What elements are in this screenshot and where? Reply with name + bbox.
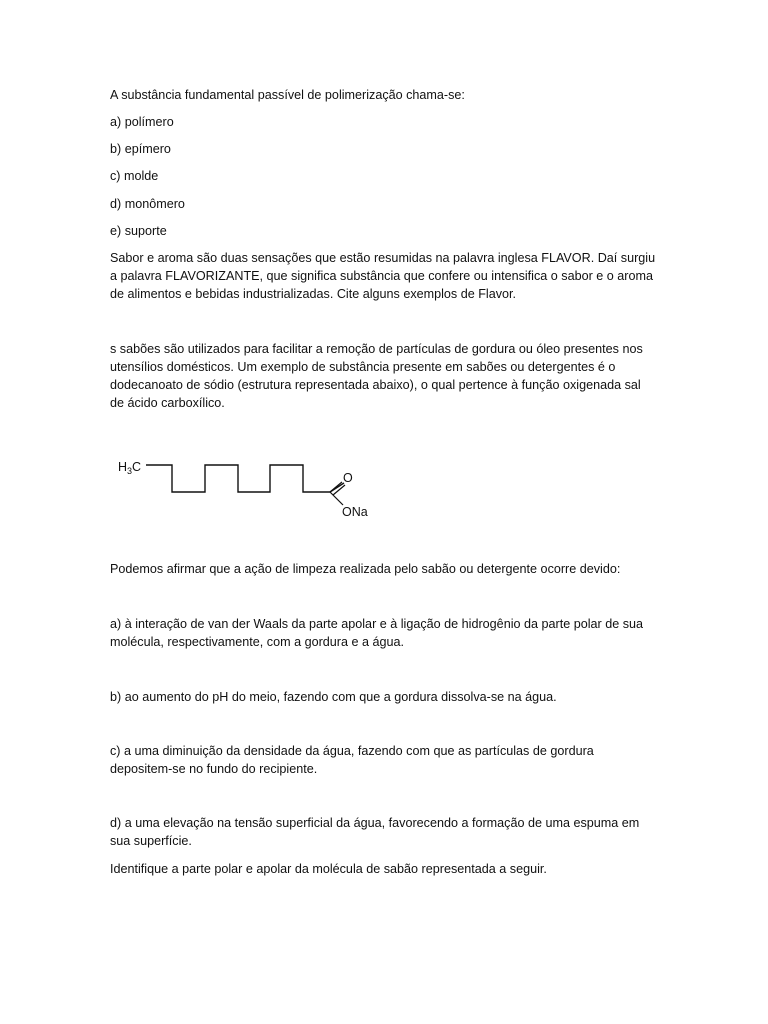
question-3-prompt: Podemos afirmar que a ação de limpeza realizada pelo sabão ou detergente ocorre devido: <box>110 562 621 576</box>
question-1-option-c: c) molde <box>110 169 159 183</box>
sodium-dodecanoate-structure <box>110 445 390 525</box>
question-3-option-c: c) a uma diminuição da densidade da água, fazendo com que as partículas de gordura depositem-se no fundo do recipiente. <box>110 744 594 776</box>
question-3-option-a: a) à interação de van der Waals da parte apolar e à ligação de hidrogênio da parte polar de sua molécula, respectivamente, com a gordura e a água. <box>110 617 644 649</box>
ona-group: ONa <box>342 505 368 519</box>
question-1-stem: A substância fundamental passível de polimerização chama-se: <box>110 88 465 102</box>
structure-h: $H_3C$ <box>118 460 142 476</box>
question-1-option-a: a) polímero <box>110 115 174 129</box>
question-4-text: Identifique a parte polar e apolar da molécula de sabão representada a seguir. <box>110 862 547 876</box>
question-3-intro: s sabões são utilizados para facilitar a remoção de partículas de gordura ou óleo presentes nos utensílios domésticos. Um exemplo de substância presente em sabões ou detergentes é o dodecanoato de sódio (estrutura representada abaixo), o qual pertence à função oxigenada sal de ácido carboxílico. <box>110 342 643 410</box>
question-1-option-d: d) monômero <box>110 197 185 211</box>
carbonyl-bond-1 <box>330 482 342 492</box>
question-3-option-b: b) ao aumento do pH do meio, fazendo com que a gordura dissolva-se na água. <box>110 690 557 704</box>
carbon-chain <box>146 465 344 492</box>
question-1-option-e: e) suporte <box>110 224 167 238</box>
question-3-option-d: d) a uma elevação na tensão superficial da água, favorecendo a formação de uma espuma em sua superfície. <box>110 816 640 848</box>
question-1-option-b: b) epímero <box>110 142 171 156</box>
carbonyl-oxygen: O <box>343 471 353 485</box>
ester-bond <box>330 492 343 505</box>
question-2-text: Sabor e aroma são duas sensações que estão resumidas na palavra inglesa FLAVOR. Daí surgiu a palavra FLAVORIZANTE, que significa substância que confere ou intensifica o sabor e o aroma de alimentos e bebidas industrializadas. Cite alguns exemplos de Flavor. <box>110 251 656 301</box>
